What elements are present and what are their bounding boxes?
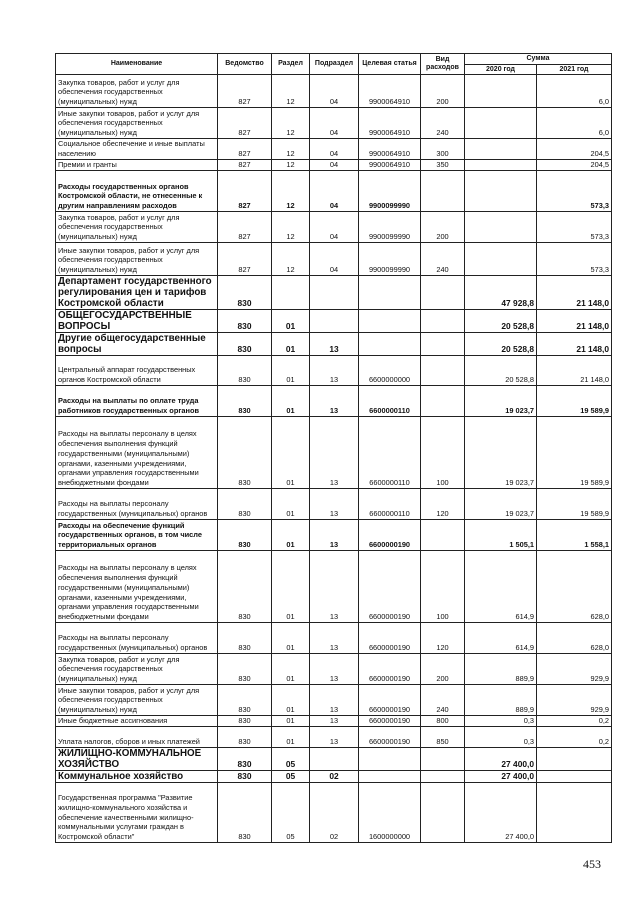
cell-2020 <box>465 171 537 212</box>
cell-target: 6600000190 <box>359 520 421 551</box>
cell-subsection: 04 <box>310 75 359 108</box>
cell-dept: 830 <box>218 310 272 333</box>
cell-2021: 1 558,1 <box>537 520 612 551</box>
cell-section: 01 <box>272 333 310 356</box>
header-kind: Вид расходов <box>421 54 465 75</box>
table-row <box>56 160 612 171</box>
cell-2021: 0,2 <box>537 727 612 748</box>
cell-2021 <box>537 748 612 771</box>
cell-2020 <box>465 212 537 243</box>
cell-kind <box>421 520 465 551</box>
cell-name: Иные закупки товаров, работ и услуг для обеспечения государственных (муниципальных) нужд <box>56 685 218 716</box>
cell-name: Иные закупки товаров, работ и услуг для обеспечения государственных (муниципальных) нужд <box>56 243 218 276</box>
cell-kind <box>421 771 465 783</box>
cell-dept: 827 <box>218 108 272 139</box>
cell-subsection: 13 <box>310 520 359 551</box>
cell-name: Расходы на выплаты персоналу государственных (муниципальных) органов <box>56 489 218 520</box>
cell-2020: 889,9 <box>465 685 537 716</box>
cell-kind: 200 <box>421 75 465 108</box>
cell-section: 05 <box>272 771 310 783</box>
cell-target: 6600000110 <box>359 386 421 417</box>
cell-section: 01 <box>272 310 310 333</box>
cell-target: 9900064910 <box>359 139 421 160</box>
cell-section: 12 <box>272 243 310 276</box>
cell-2020: 0,3 <box>465 727 537 748</box>
table-row <box>56 727 612 748</box>
cell-2020 <box>465 75 537 108</box>
cell-dept: 830 <box>218 623 272 654</box>
cell-dept: 830 <box>218 333 272 356</box>
cell-target: 9900064910 <box>359 75 421 108</box>
table-row <box>56 783 612 843</box>
table-body <box>56 75 612 843</box>
cell-subsection: 04 <box>310 139 359 160</box>
cell-2021: 929,9 <box>537 685 612 716</box>
cell-subsection: 04 <box>310 108 359 139</box>
cell-subsection: 13 <box>310 716 359 727</box>
cell-kind: 240 <box>421 108 465 139</box>
budget-table <box>55 53 612 843</box>
cell-name: Иные бюджетные ассигнования <box>56 716 218 727</box>
header-name: Наименование <box>56 54 218 75</box>
cell-section: 01 <box>272 654 310 685</box>
cell-section: 01 <box>272 386 310 417</box>
cell-target: 6600000190 <box>359 654 421 685</box>
cell-section: 01 <box>272 489 310 520</box>
cell-subsection <box>310 310 359 333</box>
cell-name: Расходы государственных органов Костромской области, не отнесенные к другим направлениям расходов <box>56 171 218 212</box>
table-row <box>56 417 612 489</box>
header-sum: Сумма <box>465 54 612 65</box>
table-row <box>56 356 612 386</box>
cell-name: Расходы на выплаты персоналу в целях обеспечения выполнения функций государственными (муниципальными) органами, казенными учреждениями, органами управления государственными внебюджетными фондами <box>56 551 218 623</box>
cell-2021: 21 148,0 <box>537 333 612 356</box>
cell-kind <box>421 386 465 417</box>
cell-2020: 614,9 <box>465 623 537 654</box>
table-row <box>56 489 612 520</box>
cell-subsection: 04 <box>310 243 359 276</box>
cell-section: 12 <box>272 160 310 171</box>
cell-name: Закупка товаров, работ и услуг для обеспечения государственных (муниципальных) нужд <box>56 654 218 685</box>
cell-subsection: 13 <box>310 356 359 386</box>
cell-dept: 830 <box>218 654 272 685</box>
table-row <box>56 212 612 243</box>
cell-subsection <box>310 276 359 310</box>
cell-kind <box>421 310 465 333</box>
cell-kind <box>421 276 465 310</box>
cell-2020: 614,9 <box>465 551 537 623</box>
cell-section: 05 <box>272 783 310 843</box>
table-row <box>56 75 612 108</box>
cell-2021: 204,5 <box>537 160 612 171</box>
cell-dept: 830 <box>218 727 272 748</box>
cell-2020: 20 528,8 <box>465 333 537 356</box>
cell-name: Расходы на выплаты персоналу в целях обеспечения выполнения функций государственными (муниципальными) органами, казенными учреждениями, органами управления государственными внебюджетными фондами <box>56 417 218 489</box>
cell-subsection: 04 <box>310 171 359 212</box>
cell-2021: 6,0 <box>537 108 612 139</box>
table-row <box>56 551 612 623</box>
table-row <box>56 748 612 771</box>
cell-section: 01 <box>272 520 310 551</box>
cell-2021: 573,3 <box>537 171 612 212</box>
table-row <box>56 623 612 654</box>
cell-dept: 827 <box>218 212 272 243</box>
header-2020: 2020 год <box>465 65 537 75</box>
cell-dept: 827 <box>218 75 272 108</box>
header-subsection: Подраздел <box>310 54 359 75</box>
cell-section: 12 <box>272 171 310 212</box>
cell-subsection: 13 <box>310 386 359 417</box>
cell-kind <box>421 356 465 386</box>
cell-target: 6600000110 <box>359 489 421 520</box>
cell-subsection: 13 <box>310 417 359 489</box>
cell-name: Коммунальное хозяйство <box>56 771 218 783</box>
cell-name: Государственная программа "Развитие жилищно-коммунального хозяйства и обеспечение качественными жилищно-коммунальными услугами граждан в Костромской области" <box>56 783 218 843</box>
cell-kind: 120 <box>421 489 465 520</box>
cell-name: Уплата налогов, сборов и иных платежей <box>56 727 218 748</box>
cell-dept: 830 <box>218 771 272 783</box>
cell-target <box>359 276 421 310</box>
cell-target: 9900099990 <box>359 212 421 243</box>
table-row <box>56 685 612 716</box>
cell-name: Расходы на обеспечение функций государственных органов, в том числе территориальных органов <box>56 520 218 551</box>
header-dept: Ведомство <box>218 54 272 75</box>
cell-name: Другие общегосударственные вопросы <box>56 333 218 356</box>
cell-2020: 27 400,0 <box>465 783 537 843</box>
cell-section: 12 <box>272 75 310 108</box>
cell-section <box>272 276 310 310</box>
cell-name: Расходы на выплаты персоналу государственных (муниципальных) органов <box>56 623 218 654</box>
cell-2020: 27 400,0 <box>465 748 537 771</box>
cell-kind: 800 <box>421 716 465 727</box>
cell-section: 01 <box>272 685 310 716</box>
cell-kind: 240 <box>421 243 465 276</box>
cell-dept: 830 <box>218 386 272 417</box>
cell-section: 01 <box>272 417 310 489</box>
cell-name: Закупка товаров, работ и услуг для обеспечения государственных (муниципальных) нужд <box>56 75 218 108</box>
cell-name: Закупка товаров, работ и услуг для обеспечения государственных (муниципальных) нужд <box>56 212 218 243</box>
cell-section: 01 <box>272 356 310 386</box>
cell-section: 05 <box>272 748 310 771</box>
page-number: 453 <box>583 857 601 871</box>
cell-dept: 830 <box>218 716 272 727</box>
cell-subsection: 02 <box>310 783 359 843</box>
cell-section: 01 <box>272 623 310 654</box>
cell-target: 9900099990 <box>359 171 421 212</box>
cell-target: 9900064910 <box>359 108 421 139</box>
cell-kind: 850 <box>421 727 465 748</box>
cell-2021: 21 148,0 <box>537 356 612 386</box>
cell-subsection: 04 <box>310 212 359 243</box>
table-row <box>56 333 612 356</box>
cell-2021: 6,0 <box>537 75 612 108</box>
table-row <box>56 108 612 139</box>
cell-subsection: 02 <box>310 771 359 783</box>
cell-kind: 350 <box>421 160 465 171</box>
cell-subsection: 04 <box>310 160 359 171</box>
cell-2020: 19 023,7 <box>465 386 537 417</box>
cell-section: 12 <box>272 108 310 139</box>
cell-name: ОБЩЕГОСУДАРСТВЕННЫЕ ВОПРОСЫ <box>56 310 218 333</box>
cell-target: 6600000190 <box>359 685 421 716</box>
cell-target: 9900099990 <box>359 243 421 276</box>
cell-2020 <box>465 108 537 139</box>
cell-target: 6600000190 <box>359 551 421 623</box>
cell-2021: 628,0 <box>537 623 612 654</box>
cell-dept: 827 <box>218 243 272 276</box>
cell-2020: 1 505,1 <box>465 520 537 551</box>
cell-dept: 830 <box>218 520 272 551</box>
cell-dept: 830 <box>218 276 272 310</box>
cell-2020 <box>465 139 537 160</box>
cell-target: 6600000110 <box>359 417 421 489</box>
cell-2020 <box>465 243 537 276</box>
table-row <box>56 139 612 160</box>
cell-kind <box>421 783 465 843</box>
cell-subsection: 13 <box>310 727 359 748</box>
cell-name: Расходы на выплаты по оплате труда работников государственных органов <box>56 386 218 417</box>
cell-target: 6600000190 <box>359 716 421 727</box>
cell-dept: 830 <box>218 489 272 520</box>
cell-target <box>359 310 421 333</box>
cell-kind: 240 <box>421 685 465 716</box>
cell-section: 12 <box>272 139 310 160</box>
cell-2021: 0,2 <box>537 716 612 727</box>
table-row <box>56 386 612 417</box>
cell-dept: 830 <box>218 748 272 771</box>
cell-2020: 20 528,8 <box>465 356 537 386</box>
cell-target <box>359 771 421 783</box>
cell-dept: 827 <box>218 171 272 212</box>
cell-subsection: 13 <box>310 623 359 654</box>
cell-dept: 830 <box>218 551 272 623</box>
cell-kind: 100 <box>421 417 465 489</box>
cell-name: Премии и гранты <box>56 160 218 171</box>
cell-2021: 204,5 <box>537 139 612 160</box>
cell-2021: 19 589,9 <box>537 417 612 489</box>
cell-dept: 830 <box>218 356 272 386</box>
cell-2021: 573,3 <box>537 212 612 243</box>
cell-kind: 120 <box>421 623 465 654</box>
cell-target: 6600000190 <box>359 727 421 748</box>
cell-2020: 889,9 <box>465 654 537 685</box>
cell-name: Социальное обеспечение и иные выплаты населению <box>56 139 218 160</box>
cell-kind <box>421 333 465 356</box>
cell-section: 01 <box>272 716 310 727</box>
table-row <box>56 771 612 783</box>
cell-target: 9900064910 <box>359 160 421 171</box>
cell-subsection: 13 <box>310 551 359 623</box>
cell-2020: 27 400,0 <box>465 771 537 783</box>
header-2021: 2021 год <box>537 65 612 75</box>
cell-target <box>359 333 421 356</box>
table-row <box>56 171 612 212</box>
cell-dept: 830 <box>218 783 272 843</box>
cell-2020: 20 528,8 <box>465 310 537 333</box>
cell-2021: 573,3 <box>537 243 612 276</box>
cell-kind: 100 <box>421 551 465 623</box>
table-row <box>56 654 612 685</box>
cell-subsection: 13 <box>310 333 359 356</box>
cell-kind: 300 <box>421 139 465 160</box>
cell-2020 <box>465 160 537 171</box>
cell-section: 12 <box>272 212 310 243</box>
cell-2020: 47 928,8 <box>465 276 537 310</box>
header-section: Раздел <box>272 54 310 75</box>
table-row <box>56 276 612 310</box>
cell-dept: 827 <box>218 160 272 171</box>
cell-subsection: 13 <box>310 685 359 716</box>
header-target: Целевая статья <box>359 54 421 75</box>
cell-subsection <box>310 748 359 771</box>
cell-2020: 19 023,7 <box>465 489 537 520</box>
cell-kind <box>421 171 465 212</box>
cell-kind: 200 <box>421 212 465 243</box>
cell-section: 01 <box>272 551 310 623</box>
cell-subsection: 13 <box>310 489 359 520</box>
cell-2021: 21 148,0 <box>537 310 612 333</box>
cell-2021: 628,0 <box>537 551 612 623</box>
header-row-1 <box>56 54 612 65</box>
cell-name: Департамент государственного регулирования цен и тарифов Костромской области <box>56 276 218 310</box>
cell-2021: 19 589,9 <box>537 386 612 417</box>
cell-name: Центральный аппарат государственных органов Костромской области <box>56 356 218 386</box>
cell-2021: 929,9 <box>537 654 612 685</box>
cell-2021 <box>537 771 612 783</box>
table-row <box>56 520 612 551</box>
cell-target <box>359 748 421 771</box>
cell-dept: 830 <box>218 685 272 716</box>
cell-target: 6600000190 <box>359 623 421 654</box>
table-row <box>56 716 612 727</box>
cell-name: Иные закупки товаров, работ и услуг для обеспечения государственных (муниципальных) нужд <box>56 108 218 139</box>
cell-2021 <box>537 783 612 843</box>
cell-target: 6600000000 <box>359 356 421 386</box>
cell-section: 01 <box>272 727 310 748</box>
table-row <box>56 310 612 333</box>
cell-name: ЖИЛИЩНО-КОММУНАЛЬНОЕ ХОЗЯЙСТВО <box>56 748 218 771</box>
cell-dept: 827 <box>218 139 272 160</box>
cell-target: 1600000000 <box>359 783 421 843</box>
cell-2020: 0,3 <box>465 716 537 727</box>
cell-subsection: 13 <box>310 654 359 685</box>
cell-2021: 21 148,0 <box>537 276 612 310</box>
cell-kind <box>421 748 465 771</box>
cell-2020: 19 023,7 <box>465 417 537 489</box>
cell-kind: 200 <box>421 654 465 685</box>
cell-2021: 19 589,9 <box>537 489 612 520</box>
table-row <box>56 243 612 276</box>
cell-dept: 830 <box>218 417 272 489</box>
